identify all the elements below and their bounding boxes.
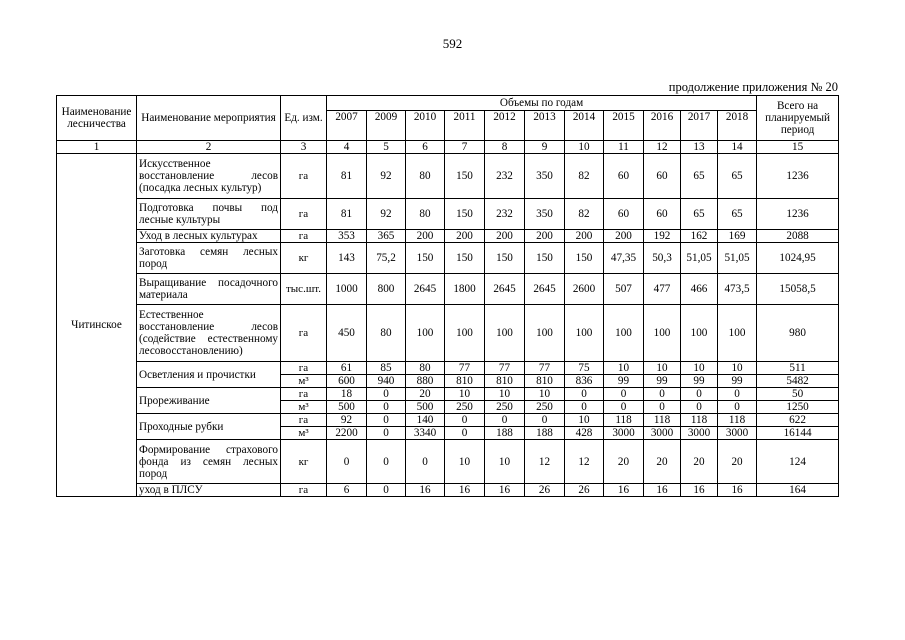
value-cell: 10 (445, 440, 485, 484)
total-cell: 16144 (757, 427, 839, 440)
total-cell: 980 (757, 305, 839, 362)
value-cell: 188 (485, 427, 525, 440)
total-cell: 511 (757, 362, 839, 375)
value-cell: 0 (367, 427, 406, 440)
column-number: 14 (718, 141, 757, 154)
value-cell: 99 (604, 375, 644, 388)
value-cell: 99 (644, 375, 681, 388)
value-cell: 350 (525, 154, 565, 199)
value-cell: 92 (367, 199, 406, 230)
value-cell: 0 (367, 401, 406, 414)
value-cell: 65 (718, 154, 757, 199)
activity-name: Уход в лесных культурах (137, 230, 281, 243)
value-cell: 0 (485, 414, 525, 427)
activity-name: Естественное восстановление лесов (содействие естественному лесовосстановлению) (137, 305, 281, 362)
value-cell: 3340 (406, 427, 445, 440)
value-cell: 60 (644, 154, 681, 199)
column-number: 6 (406, 141, 445, 154)
value-cell: 16 (604, 484, 644, 497)
column-number: 15 (757, 141, 839, 154)
value-cell: 1000 (327, 274, 367, 305)
value-cell: 0 (565, 388, 604, 401)
value-cell: 99 (681, 375, 718, 388)
value-cell: 450 (327, 305, 367, 362)
value-cell: 18 (327, 388, 367, 401)
value-cell: 0 (525, 414, 565, 427)
total-cell: 622 (757, 414, 839, 427)
value-cell: 365 (367, 230, 406, 243)
value-cell: 82 (565, 154, 604, 199)
table-row (57, 362, 839, 375)
value-cell: 2600 (565, 274, 604, 305)
value-cell: 500 (327, 401, 367, 414)
total-cell: 1236 (757, 199, 839, 230)
value-cell: 20 (718, 440, 757, 484)
value-cell: 0 (327, 440, 367, 484)
unit-cell: тыс.шт. (281, 274, 327, 305)
value-cell: 75 (565, 362, 604, 375)
value-cell: 600 (327, 375, 367, 388)
value-cell: 10 (485, 440, 525, 484)
table-row (57, 440, 839, 484)
value-cell: 81 (327, 199, 367, 230)
value-cell: 16 (718, 484, 757, 497)
page-number: 592 (442, 36, 463, 51)
value-cell: 150 (525, 243, 565, 274)
value-cell: 200 (406, 230, 445, 243)
value-cell: 232 (485, 199, 525, 230)
value-cell: 150 (406, 243, 445, 274)
value-cell: 2200 (327, 427, 367, 440)
value-cell: 100 (718, 305, 757, 362)
value-cell: 118 (644, 414, 681, 427)
value-cell: 0 (604, 388, 644, 401)
value-cell: 0 (718, 388, 757, 401)
forestry-name: Читинское (57, 154, 137, 497)
unit-cell: кг (281, 243, 327, 274)
header-year: 2010 (406, 111, 445, 141)
header-total: Всего на планируемый период (757, 96, 839, 141)
unit-cell: га (281, 199, 327, 230)
column-number: 8 (485, 141, 525, 154)
value-cell: 77 (485, 362, 525, 375)
value-cell: 75,2 (367, 243, 406, 274)
value-cell: 0 (604, 401, 644, 414)
value-cell: 77 (525, 362, 565, 375)
value-cell: 940 (367, 375, 406, 388)
value-cell: 0 (718, 401, 757, 414)
table-row (57, 484, 839, 497)
unit-cell: м³ (281, 375, 327, 388)
total-cell: 2088 (757, 230, 839, 243)
value-cell: 118 (681, 414, 718, 427)
unit-cell: га (281, 362, 327, 375)
value-cell: 0 (367, 388, 406, 401)
value-cell: 20 (406, 388, 445, 401)
value-cell: 12 (565, 440, 604, 484)
value-cell: 0 (644, 401, 681, 414)
value-cell: 0 (644, 388, 681, 401)
value-cell: 150 (485, 243, 525, 274)
header-volumes: Объемы по годам (327, 96, 757, 111)
value-cell: 880 (406, 375, 445, 388)
value-cell: 10 (644, 362, 681, 375)
column-number: 1 (57, 141, 137, 154)
activity-name: Проходные рубки (137, 414, 281, 440)
value-cell: 473,5 (718, 274, 757, 305)
column-number: 2 (137, 141, 281, 154)
activity-name: Осветления и прочистки (137, 362, 281, 388)
header-year: 2015 (604, 111, 644, 141)
value-cell: 16 (406, 484, 445, 497)
total-cell: 50 (757, 388, 839, 401)
header-year: 2016 (644, 111, 681, 141)
value-cell: 10 (604, 362, 644, 375)
activity-name: Искусственное восстановление лесов (посадка лесных культур) (137, 154, 281, 199)
value-cell: 3000 (718, 427, 757, 440)
value-cell: 200 (565, 230, 604, 243)
column-number: 10 (565, 141, 604, 154)
value-cell: 82 (565, 199, 604, 230)
value-cell: 92 (367, 154, 406, 199)
value-cell: 1800 (445, 274, 485, 305)
value-cell: 428 (565, 427, 604, 440)
value-cell: 65 (681, 154, 718, 199)
value-cell: 0 (681, 388, 718, 401)
value-cell: 200 (445, 230, 485, 243)
header-year: 2011 (445, 111, 485, 141)
unit-cell: га (281, 154, 327, 199)
value-cell: 118 (604, 414, 644, 427)
total-cell: 124 (757, 440, 839, 484)
value-cell: 80 (367, 305, 406, 362)
header-year: 2018 (718, 111, 757, 141)
value-cell: 192 (644, 230, 681, 243)
appendix-caption: продолжение приложения № 20 (668, 80, 838, 94)
volumes-table (56, 95, 839, 497)
value-cell: 507 (604, 274, 644, 305)
value-cell: 353 (327, 230, 367, 243)
value-cell: 477 (644, 274, 681, 305)
value-cell: 2645 (485, 274, 525, 305)
value-cell: 60 (604, 154, 644, 199)
value-cell: 188 (525, 427, 565, 440)
header-year: 2009 (367, 111, 406, 141)
value-cell: 81 (327, 154, 367, 199)
value-cell: 350 (525, 199, 565, 230)
value-cell: 26 (525, 484, 565, 497)
value-cell: 3000 (604, 427, 644, 440)
header-year: 2013 (525, 111, 565, 141)
value-cell: 162 (681, 230, 718, 243)
unit-cell: га (281, 230, 327, 243)
value-cell: 3000 (681, 427, 718, 440)
value-cell: 16 (445, 484, 485, 497)
column-number: 3 (281, 141, 327, 154)
table-row (57, 414, 839, 427)
header-forestry: Наименование лесничества (57, 96, 137, 141)
value-cell: 6 (327, 484, 367, 497)
table-row (57, 154, 839, 199)
activity-name: уход в ПЛСУ (137, 484, 281, 497)
value-cell: 60 (604, 199, 644, 230)
value-cell: 10 (565, 414, 604, 427)
value-cell: 2645 (406, 274, 445, 305)
value-cell: 0 (565, 401, 604, 414)
value-cell: 810 (445, 375, 485, 388)
value-cell: 118 (718, 414, 757, 427)
activity-name: Прореживание (137, 388, 281, 414)
value-cell: 150 (565, 243, 604, 274)
header-year: 2014 (565, 111, 604, 141)
value-cell: 836 (565, 375, 604, 388)
value-cell: 466 (681, 274, 718, 305)
value-cell: 16 (681, 484, 718, 497)
value-cell: 0 (681, 401, 718, 414)
header-year: 2007 (327, 111, 367, 141)
value-cell: 810 (525, 375, 565, 388)
value-cell: 0 (445, 414, 485, 427)
value-cell: 10 (485, 388, 525, 401)
value-cell: 250 (525, 401, 565, 414)
value-cell: 100 (406, 305, 445, 362)
value-cell: 100 (525, 305, 565, 362)
value-cell: 51,05 (681, 243, 718, 274)
unit-cell: га (281, 484, 327, 497)
value-cell: 100 (485, 305, 525, 362)
value-cell: 77 (445, 362, 485, 375)
column-number: 12 (644, 141, 681, 154)
value-cell: 80 (406, 362, 445, 375)
value-cell: 800 (367, 274, 406, 305)
value-cell: 810 (485, 375, 525, 388)
table-row (57, 243, 839, 274)
value-cell: 200 (485, 230, 525, 243)
value-cell: 232 (485, 154, 525, 199)
header-year: 2012 (485, 111, 525, 141)
value-cell: 500 (406, 401, 445, 414)
total-cell: 164 (757, 484, 839, 497)
value-cell: 250 (485, 401, 525, 414)
activity-name: Формирование страхового фонда из семян лесных пород (137, 440, 281, 484)
value-cell: 99 (718, 375, 757, 388)
column-number: 4 (327, 141, 367, 154)
column-number: 11 (604, 141, 644, 154)
value-cell: 0 (406, 440, 445, 484)
value-cell: 140 (406, 414, 445, 427)
value-cell: 26 (565, 484, 604, 497)
total-cell: 15058,5 (757, 274, 839, 305)
value-cell: 92 (327, 414, 367, 427)
unit-cell: м³ (281, 427, 327, 440)
unit-cell: га (281, 305, 327, 362)
unit-cell: га (281, 388, 327, 401)
value-cell: 10 (525, 388, 565, 401)
value-cell: 80 (406, 154, 445, 199)
value-cell: 0 (445, 427, 485, 440)
value-cell: 61 (327, 362, 367, 375)
column-number: 13 (681, 141, 718, 154)
value-cell: 200 (604, 230, 644, 243)
column-number: 9 (525, 141, 565, 154)
value-cell: 20 (644, 440, 681, 484)
value-cell: 65 (681, 199, 718, 230)
value-cell: 10 (445, 388, 485, 401)
value-cell: 100 (565, 305, 604, 362)
activity-name: Заготовка семян лесных пород (137, 243, 281, 274)
header-unit: Ед. изм. (281, 96, 327, 141)
value-cell: 100 (644, 305, 681, 362)
value-cell: 3000 (644, 427, 681, 440)
value-cell: 100 (445, 305, 485, 362)
unit-cell: м³ (281, 401, 327, 414)
value-cell: 47,35 (604, 243, 644, 274)
value-cell: 150 (445, 243, 485, 274)
value-cell: 80 (406, 199, 445, 230)
value-cell: 16 (644, 484, 681, 497)
value-cell: 10 (681, 362, 718, 375)
value-cell: 100 (604, 305, 644, 362)
value-cell: 0 (367, 484, 406, 497)
value-cell: 0 (367, 414, 406, 427)
column-number: 7 (445, 141, 485, 154)
table-row (57, 388, 839, 401)
total-cell: 1250 (757, 401, 839, 414)
header-activity: Наименование мероприятия (137, 96, 281, 141)
value-cell: 250 (445, 401, 485, 414)
value-cell: 20 (681, 440, 718, 484)
column-number: 5 (367, 141, 406, 154)
value-cell: 150 (445, 154, 485, 199)
value-cell: 12 (525, 440, 565, 484)
value-cell: 65 (718, 199, 757, 230)
value-cell: 85 (367, 362, 406, 375)
value-cell: 100 (681, 305, 718, 362)
total-cell: 1024,95 (757, 243, 839, 274)
value-cell: 20 (604, 440, 644, 484)
table-row (57, 199, 839, 230)
value-cell: 51,05 (718, 243, 757, 274)
value-cell: 16 (485, 484, 525, 497)
unit-cell: га (281, 414, 327, 427)
value-cell: 50,3 (644, 243, 681, 274)
activity-name: Подготовка почвы под лесные культуры (137, 199, 281, 230)
total-cell: 1236 (757, 154, 839, 199)
value-cell: 169 (718, 230, 757, 243)
table-row (57, 305, 839, 362)
value-cell: 143 (327, 243, 367, 274)
value-cell: 2645 (525, 274, 565, 305)
value-cell: 60 (644, 199, 681, 230)
value-cell: 200 (525, 230, 565, 243)
value-cell: 10 (718, 362, 757, 375)
table-row (57, 230, 839, 243)
value-cell: 0 (367, 440, 406, 484)
unit-cell: кг (281, 440, 327, 484)
value-cell: 150 (445, 199, 485, 230)
total-cell: 5482 (757, 375, 839, 388)
activity-name: Выращивание посадочного материала (137, 274, 281, 305)
header-year: 2017 (681, 111, 718, 141)
table-row (57, 274, 839, 305)
